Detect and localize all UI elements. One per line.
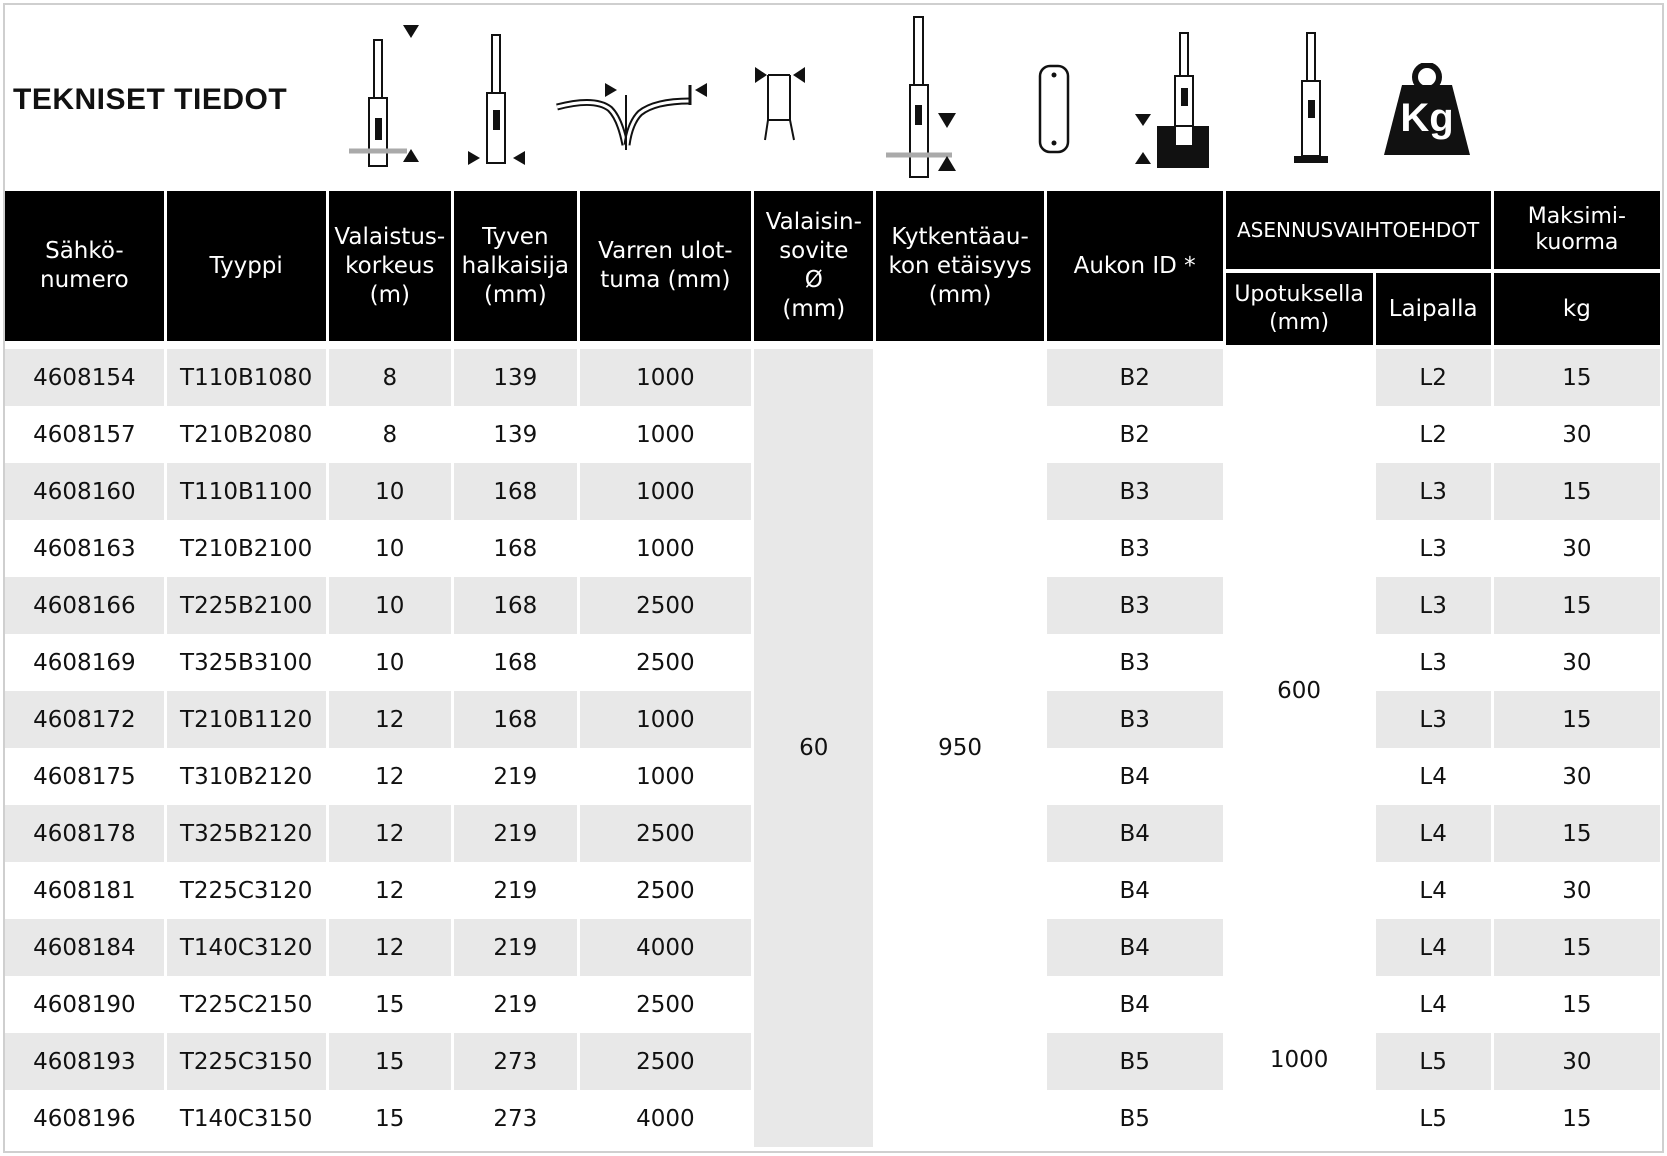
cell-sahkonumero: 4608193 xyxy=(5,1033,164,1090)
header-maksimikuorma: Maksimi- kuorma xyxy=(1494,191,1660,273)
cell-tyyppi: T325B2120 xyxy=(167,805,326,862)
cell-korkeus: 12 xyxy=(329,919,452,976)
header-ulottuma: Varren ulot- tuma (mm) xyxy=(580,191,752,345)
kg-label: Kg xyxy=(1400,96,1454,140)
cell-ulottuma: 2500 xyxy=(580,1033,752,1090)
cell-etaisyys-merged: 950 xyxy=(876,345,1043,1147)
cell-tyyppi: T325B3100 xyxy=(180,649,313,676)
cell-tyyppi: T310B2120 xyxy=(180,763,313,790)
cell-kg: 15 xyxy=(1494,463,1660,520)
cell-korkeus: 12 xyxy=(375,763,405,790)
cell-ulottuma: 2500 xyxy=(580,805,752,862)
cell-halkaisija: 219 xyxy=(454,919,577,976)
cell-laipalla: L5 xyxy=(1419,1105,1447,1132)
cell-korkeus: 12 xyxy=(375,877,405,904)
embedded-installation-icon xyxy=(1130,30,1225,175)
cell-tyyppi: T140C3120 xyxy=(167,919,326,976)
cell-korkeus: 8 xyxy=(329,345,452,406)
cell-ulottuma: 2500 xyxy=(636,991,695,1018)
cell-aukon-id: B3 xyxy=(1047,577,1223,634)
cell-sahkonumero: 4608157 xyxy=(33,421,136,448)
cell-upotuksella-merged: 1000 xyxy=(1269,1047,1329,1073)
header-aukon-id: Aukon ID * xyxy=(1047,191,1223,345)
cell-tyyppi: T110B1080 xyxy=(167,345,326,406)
header-sovite: Valaisin- sovite Ø (mm) xyxy=(754,191,873,345)
table-row xyxy=(5,345,1660,406)
cell-korkeus: 12 xyxy=(329,805,452,862)
cell-korkeus: 15 xyxy=(329,1033,452,1090)
cell-aukon-id: B4 xyxy=(1047,919,1223,976)
cell-kg: 30 xyxy=(1562,421,1592,448)
cell-korkeus: 15 xyxy=(375,1105,405,1132)
cell-aukon-id: B3 xyxy=(1047,463,1223,520)
cell-sovite-merged: 60 xyxy=(754,345,873,1147)
cell-tyyppi: T225C3120 xyxy=(179,877,313,904)
cell-laipalla: L4 xyxy=(1419,991,1447,1018)
cell-laipalla: L2 xyxy=(1419,421,1447,448)
cell-tyyppi: T210B2080 xyxy=(180,421,313,448)
cell-kg: 15 xyxy=(1494,577,1660,634)
cell-ulottuma: 1000 xyxy=(580,691,752,748)
cell-laipalla: L3 xyxy=(1419,535,1447,562)
cell-kg: 30 xyxy=(1494,1033,1660,1090)
cell-tyyppi: T225C2150 xyxy=(179,991,313,1018)
hatch-id-icon xyxy=(1035,63,1075,158)
cell-sahkonumero: 4608184 xyxy=(5,919,164,976)
cell-aukon-id: B4 xyxy=(1119,763,1150,790)
cell-halkaisija: 168 xyxy=(493,649,538,676)
cell-sahkonumero: 4608178 xyxy=(5,805,164,862)
weight-kg-icon xyxy=(1380,63,1475,158)
cell-kg: 30 xyxy=(1562,649,1592,676)
cell-kg: 30 xyxy=(1562,535,1592,562)
cell-halkaisija: 168 xyxy=(454,463,577,520)
cell-sahkonumero: 4608154 xyxy=(5,345,164,406)
cell-aukon-id: B5 xyxy=(1047,1033,1223,1090)
cell-tyyppi: T140C3150 xyxy=(179,1105,313,1132)
cell-kg: 15 xyxy=(1494,805,1660,862)
cell-laipalla: L2 xyxy=(1376,345,1491,406)
cell-tyyppi: T110B1100 xyxy=(167,463,326,520)
header-tyyppi: Tyyppi xyxy=(167,191,326,345)
cell-halkaisija: 273 xyxy=(493,1105,538,1132)
header-upotuksella: Upotuksella (mm) xyxy=(1226,273,1373,345)
pole-height-icon xyxy=(345,20,435,175)
cell-laipalla: L4 xyxy=(1376,919,1491,976)
cell-tyyppi: T225B2100 xyxy=(167,577,326,634)
cell-upotuksella-merged: 600 xyxy=(1226,345,1373,1033)
cell-kg: 15 xyxy=(1494,919,1660,976)
cell-halkaisija: 219 xyxy=(493,877,538,904)
cell-sahkonumero: 4608163 xyxy=(33,535,136,562)
cell-aukon-id: B2 xyxy=(1119,421,1150,448)
cell-ulottuma: 4000 xyxy=(580,919,752,976)
cell-tyyppi: T210B2100 xyxy=(180,535,313,562)
cell-korkeus: 10 xyxy=(375,535,405,562)
cell-aukon-id: B5 xyxy=(1119,1105,1150,1132)
cell-ulottuma: 2500 xyxy=(580,577,752,634)
cell-korkeus: 8 xyxy=(382,421,398,448)
cell-laipalla: L3 xyxy=(1419,649,1447,676)
header-laipalla: Laipalla xyxy=(1376,273,1491,345)
cell-sahkonumero: 4608169 xyxy=(33,649,136,676)
cell-halkaisija: 168 xyxy=(454,577,577,634)
cell-korkeus: 10 xyxy=(329,577,452,634)
cell-ulottuma: 1000 xyxy=(580,463,752,520)
page-title: TEKNISET TIEDOT xyxy=(13,83,288,116)
cell-kg: 30 xyxy=(1562,763,1592,790)
cell-korkeus: 10 xyxy=(375,649,405,676)
cell-aukon-id: B3 xyxy=(1047,691,1223,748)
cell-laipalla: L4 xyxy=(1419,763,1447,790)
cell-kg: 15 xyxy=(1562,1105,1592,1132)
cell-ulottuma: 2500 xyxy=(636,877,695,904)
cell-sahkonumero: 4608196 xyxy=(33,1105,136,1132)
cell-aukon-id: B4 xyxy=(1047,805,1223,862)
cell-ulottuma: 1000 xyxy=(580,345,752,406)
header-asennusvaihtoehdot: ASENNUSVAIHTOEHDOT xyxy=(1226,191,1491,273)
cell-halkaisija: 273 xyxy=(454,1033,577,1090)
cell-kg: 15 xyxy=(1494,691,1660,748)
cell-halkaisija: 168 xyxy=(493,535,538,562)
arm-reach-icon xyxy=(555,75,715,155)
cell-kg: 30 xyxy=(1562,877,1592,904)
cell-ulottuma: 2500 xyxy=(636,649,695,676)
cell-laipalla: L3 xyxy=(1376,577,1491,634)
cell-laipalla: L3 xyxy=(1376,463,1491,520)
header-kg: kg xyxy=(1494,273,1660,345)
cell-tyyppi: T225C3150 xyxy=(167,1033,326,1090)
page xyxy=(3,3,1664,1153)
cell-halkaisija: 219 xyxy=(454,805,577,862)
cell-ulottuma: 1000 xyxy=(636,535,695,562)
cell-halkaisija: 219 xyxy=(493,991,538,1018)
flange-installation-icon xyxy=(1290,30,1340,170)
cell-sahkonumero: 4608166 xyxy=(5,577,164,634)
cell-halkaisija: 139 xyxy=(493,421,538,448)
technical-data-table xyxy=(2,191,1663,1147)
connection-hatch-distance-icon xyxy=(880,13,970,181)
cell-halkaisija: 219 xyxy=(493,763,538,790)
cell-korkeus: 15 xyxy=(375,991,405,1018)
cell-aukon-id: B4 xyxy=(1119,991,1150,1018)
cell-laipalla: L5 xyxy=(1376,1033,1491,1090)
cell-korkeus: 12 xyxy=(329,691,452,748)
cell-tyyppi: T210B1120 xyxy=(167,691,326,748)
cell-sahkonumero: 4608160 xyxy=(5,463,164,520)
cell-ulottuma: 1000 xyxy=(636,421,695,448)
cell-sahkonumero: 4608190 xyxy=(33,991,136,1018)
header-halkaisija: Tyven halkaisija (mm) xyxy=(454,191,577,345)
cell-laipalla: L4 xyxy=(1419,877,1447,904)
luminaire-fitting-icon xyxy=(750,65,810,150)
cell-laipalla: L4 xyxy=(1376,805,1491,862)
cell-halkaisija: 168 xyxy=(454,691,577,748)
cell-kg: 15 xyxy=(1494,345,1660,406)
cell-sahkonumero: 4608172 xyxy=(5,691,164,748)
header-sahkonumero: Sähkö- numero xyxy=(5,191,164,345)
cell-aukon-id: B4 xyxy=(1119,877,1150,904)
cell-sahkonumero: 4608175 xyxy=(33,763,136,790)
header-etaisyys: Kytkentäau- kon etäisyys (mm) xyxy=(876,191,1043,345)
cell-kg: 15 xyxy=(1562,991,1592,1018)
cell-ulottuma: 1000 xyxy=(636,763,695,790)
cell-sahkonumero: 4608181 xyxy=(33,877,136,904)
base-diameter-icon xyxy=(465,30,545,175)
cell-laipalla: L3 xyxy=(1376,691,1491,748)
header-korkeus: Valaistus- korkeus (m) xyxy=(329,191,452,345)
cell-aukon-id: B3 xyxy=(1119,535,1150,562)
cell-korkeus: 10 xyxy=(329,463,452,520)
cell-halkaisija: 139 xyxy=(454,345,577,406)
cell-ulottuma: 4000 xyxy=(636,1105,695,1132)
cell-aukon-id: B3 xyxy=(1119,649,1150,676)
table-body xyxy=(5,345,1660,1147)
cell-aukon-id: B2 xyxy=(1047,345,1223,406)
